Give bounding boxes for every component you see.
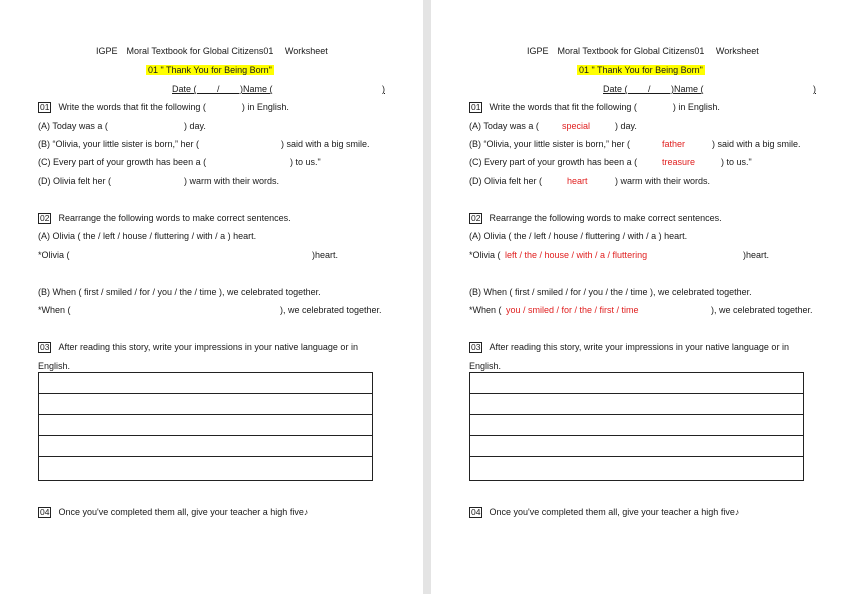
q1-instruction: 01 Write the words that fit the following ( ) in English.	[40, 102, 289, 112]
q1-a-suffix: ) day.	[615, 121, 637, 131]
impressions-line[interactable]	[470, 457, 803, 478]
q2-instruction: 02 Rearrange the following words to make correct sentences.	[40, 213, 291, 223]
q1-a-suffix: ) day.	[184, 121, 206, 131]
date-name-close: )	[382, 84, 385, 94]
q2-number: 02	[40, 213, 50, 223]
q1-b-suffix: ) said with a big smile.	[281, 139, 370, 149]
impressions-box[interactable]	[38, 372, 373, 481]
q4-number: 04	[40, 507, 50, 517]
q2-b-prefix: *When (	[469, 305, 502, 315]
q1-d-prefix: (D) Olivia felt her (	[38, 176, 112, 186]
impressions-line[interactable]	[470, 436, 803, 457]
q3-instruction: 03 After reading this story, write your impressions in your native language or in	[471, 342, 789, 352]
q1-a-prefix: (A) Today was a (	[469, 121, 539, 131]
q2-instruction: 02 Rearrange the following words to make correct sentences.	[471, 213, 722, 223]
q2-a-prompt: (A) Olivia ( the / left / house / fluttering / with / a ) heart.	[469, 231, 688, 241]
q3-instruction-line2: English.	[38, 361, 71, 371]
q2-a-prefix: *Olivia (	[38, 250, 70, 260]
q3-number: 03	[471, 342, 481, 352]
q2-a-prompt: (A) Olivia ( the / left / house / fluttering / with / a ) heart.	[38, 231, 257, 241]
q3-instruction: 03 After reading this story, write your impressions in your native language or in	[40, 342, 358, 352]
answer-a: special	[562, 121, 591, 131]
q2-b-prompt: (B) When ( first / smiled / for / you / the / time ), we celebrated together.	[469, 287, 752, 297]
q2-b-prompt: (B) When ( first / smiled / for / you / the / time ), we celebrated together.	[38, 287, 321, 297]
q1-c-suffix: ) to us."	[721, 157, 752, 167]
q4-instruction: 04 Once you've completed them all, give your teacher a high five♪	[471, 507, 740, 517]
q3-number: 03	[40, 342, 50, 352]
date-name-close: )	[813, 84, 816, 94]
title-highlight: 01 " Thank You for Being Born"	[579, 65, 703, 75]
q2-a-suffix: )heart.	[312, 250, 339, 260]
q1-c-suffix: ) to us."	[290, 157, 321, 167]
answer-c: treasure	[662, 157, 696, 167]
date-name-label: Date ( / )Name (	[603, 84, 704, 94]
q1-number: 01	[471, 102, 481, 112]
q2-b-suffix: ), we celebrated together.	[280, 305, 382, 315]
impressions-line[interactable]	[39, 457, 372, 478]
impressions-line[interactable]	[470, 415, 803, 436]
page-gutter	[423, 0, 431, 594]
q2-number: 02	[471, 213, 481, 223]
title-highlight: 01 " Thank You for Being Born"	[148, 65, 272, 75]
q2-a-suffix: )heart.	[743, 250, 770, 260]
q1-number: 01	[40, 102, 50, 112]
q1-d-suffix: ) warm with their words.	[615, 176, 711, 186]
impressions-line[interactable]	[470, 394, 803, 415]
date-name-line	[172, 83, 385, 95]
answer-b: father	[662, 139, 686, 149]
q1-b-suffix: ) said with a big smile.	[712, 139, 801, 149]
q4-instruction: 04 Once you've completed them all, give your teacher a high five♪	[40, 507, 309, 517]
impressions-line[interactable]	[39, 394, 372, 415]
q2-a-prefix: *Olivia (	[469, 250, 501, 260]
worksheet-header: IGPE Moral Textbook for Global Citizens01 Worksheet	[527, 46, 759, 56]
worksheet-page-answers	[431, 0, 844, 594]
q1-c-prefix: (C) Every part of your growth has been a (	[38, 157, 207, 167]
q1-instruction: 01 Write the words that fit the following ( ) in English.	[471, 102, 720, 112]
worksheet-title	[146, 64, 274, 76]
impressions-line[interactable]	[470, 373, 803, 394]
impressions-line[interactable]	[39, 436, 372, 457]
date-name-line	[603, 83, 816, 95]
impressions-line[interactable]	[39, 415, 372, 436]
q1-b-prefix: (B) “Olivia, your little sister is born,” her (	[469, 139, 631, 149]
answer-q2b: you / smiled / for / the / first / time	[506, 305, 639, 315]
impressions-box[interactable]	[469, 372, 804, 481]
q4-number: 04	[471, 507, 481, 517]
q1-a-prefix: (A) Today was a (	[38, 121, 108, 131]
q1-d-prefix: (D) Olivia felt her (	[469, 176, 543, 186]
q1-c-prefix: (C) Every part of your growth has been a (	[469, 157, 638, 167]
q1-b-prefix: (B) “Olivia, your little sister is born,” her (	[38, 139, 200, 149]
q2-b-prefix: *When (	[38, 305, 71, 315]
answer-d: heart	[567, 176, 588, 186]
q1-d-suffix: ) warm with their words.	[184, 176, 280, 186]
date-name-label: Date ( / )Name (	[172, 84, 273, 94]
worksheet-title	[577, 64, 705, 76]
impressions-line[interactable]	[39, 373, 372, 394]
answer-q2a: left / the / house / with / a / fluttering	[505, 250, 648, 260]
q2-b-suffix: ), we celebrated together.	[711, 305, 813, 315]
q3-instruction-line2: English.	[469, 361, 502, 371]
worksheet-header: IGPE Moral Textbook for Global Citizens01 Worksheet	[96, 46, 328, 56]
